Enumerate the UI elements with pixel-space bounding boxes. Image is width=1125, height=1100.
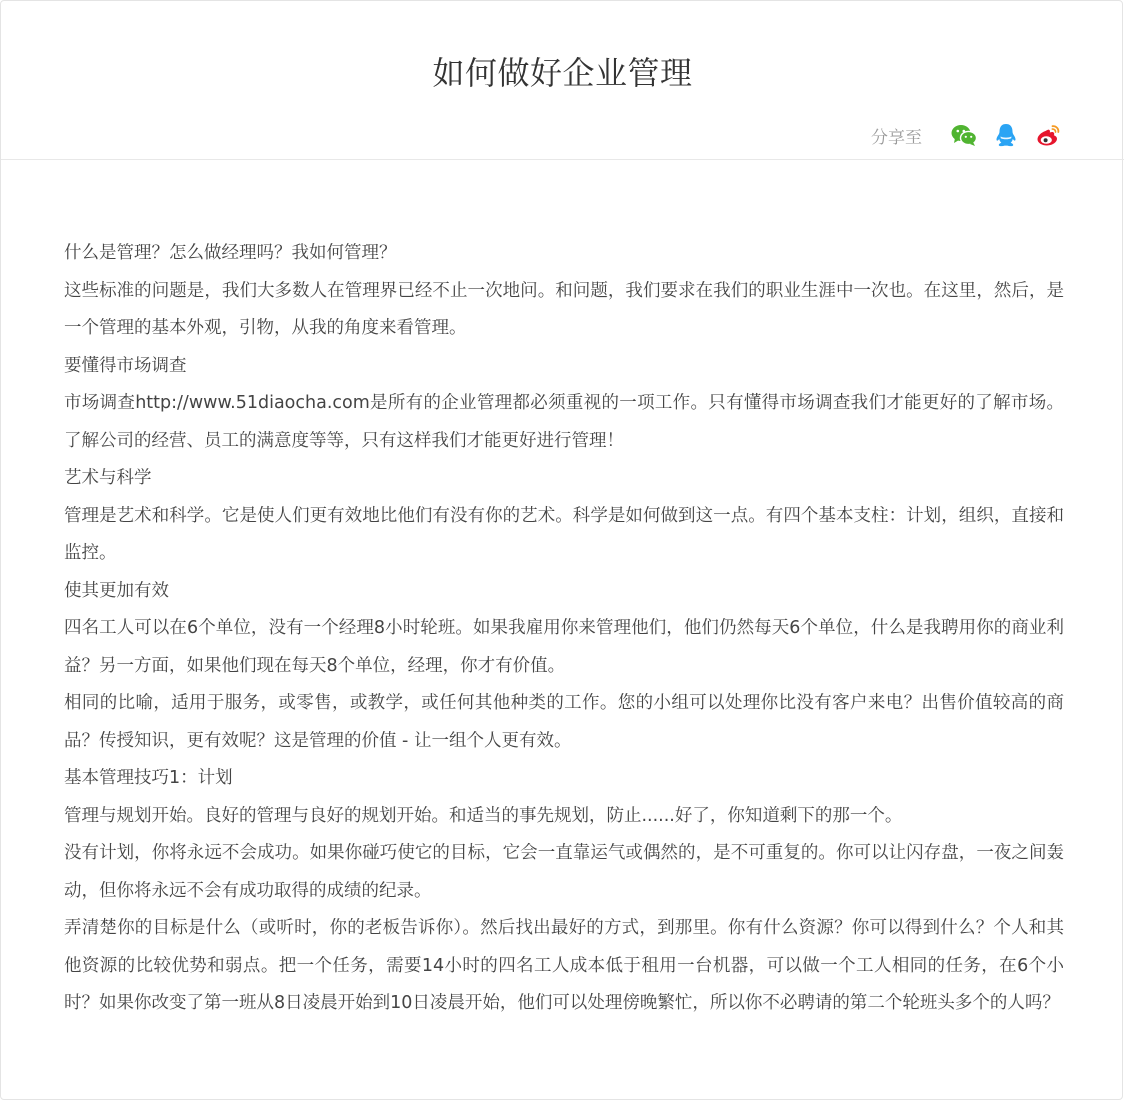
paragraph: 市场调查http://www.51diaocha.com是所有的企业管理都必须重视的一项工作。只有懂得市场调查我们才能更好的了解市场。了解公司的经营、员工的满意度等等，只有这样我们才能更好进行管理！	[64, 393, 1064, 451]
section-heading: 要懂得市场调查	[64, 355, 187, 376]
share-label: 分享至	[871, 127, 922, 148]
article-header	[1, 1, 1124, 160]
paragraph: 什么是管理？怎么做经理吗？我如何管理？	[64, 243, 397, 263]
section-heading: 艺术与科学	[64, 468, 152, 488]
paragraph: 四名工人可以在6个单位，没有一个经理8小时轮班。如果我雇用你来管理他们，他们仍然每天6个单位，什么是我聘用你的商业利益？另一方面，如果他们现在每天8个单位，经理，你才有价值。	[64, 618, 1064, 676]
article-body	[64, 235, 1064, 1023]
wechat-icon[interactable]	[950, 121, 978, 149]
paragraph: 这些标准的问题是，我们大多数人在管理界已经不止一次地问。和问题，我们要求在我们的职业生涯中一次也。在这里，然后，是一个管理的基本外观，引物，从我的角度来看管理。	[64, 280, 1064, 338]
paragraph: 弄清楚你的目标是什么（或听时，你的老板告诉你）。然后找出最好的方式，到那里。你有什么资源？你可以得到什么？个人和其他资源的比较优势和弱点。把一个任务，需要14小时的四名工人成本低于租用一台机器，可以做一个工人相同的任务，在6个小时？如果你改变了第一班从8日凌晨开始到10日凌晨开始，他们可以处理傍晚繁忙，所以你不必聘请的第二个轮班头多个的人吗？	[64, 918, 1064, 1013]
paragraph: 相同的比喻，适用于服务，或零售，或教学，或任何其他种类的工作。您的小组可以处理你比没有客户来电？出售价值较高的商品？传授知识，更有效呢？这是管理的价值 - 让一组个人更有效。	[64, 693, 1064, 751]
weibo-icon[interactable]	[1034, 121, 1062, 149]
section-heading: 基本管理技巧1：计划	[64, 768, 233, 788]
share-bar	[871, 119, 1062, 151]
paragraph: 没有计划，你将永远不会成功。如果你碰巧使它的目标，它会一直靠运气或偶然的，是不可重复的。你可以让闪存盘，一夜之间轰动，但你将永远不会有成功取得的成绩的纪录。	[64, 843, 1064, 901]
qq-icon[interactable]	[992, 121, 1020, 149]
page-title: 如何做好企业管理	[432, 54, 693, 92]
paragraph: 管理是艺术和科学。它是使人们更有效地比他们有没有你的艺术。科学是如何做到这一点。有四个基本支柱：计划，组织，直接和监控。	[64, 505, 1064, 563]
section-heading: 使其更加有效	[64, 580, 169, 601]
paragraph: 管理与规划开始。良好的管理与良好的规划开始。和适当的事先规划，防止......好了，你知道剩下的那一个。	[64, 805, 903, 826]
